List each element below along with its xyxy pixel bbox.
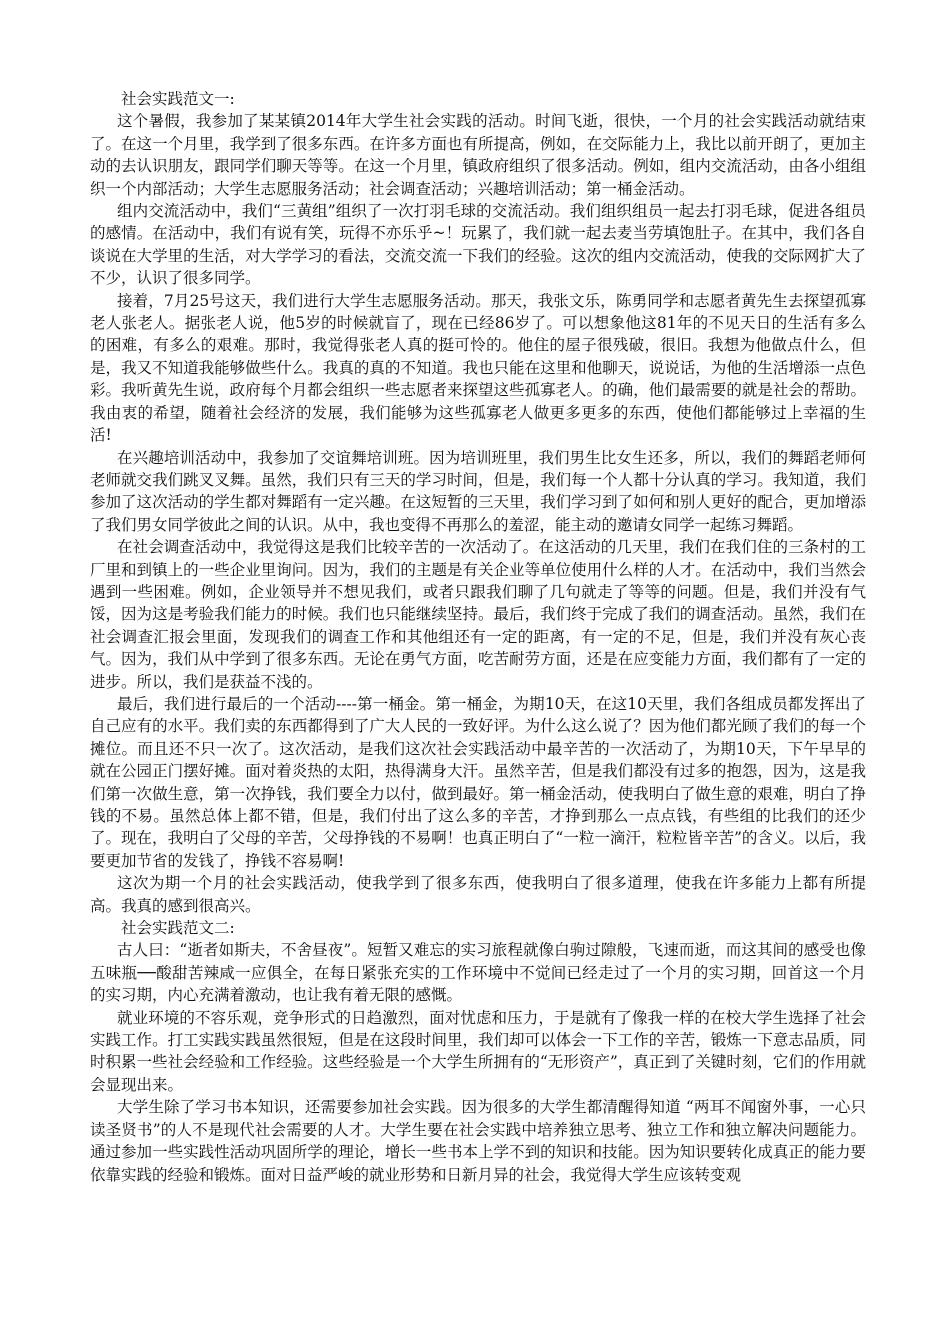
- document-body: [90, 88, 866, 1186]
- paragraph-2-3: 大学生除了学习书本知识，还需要参加社会实践。因为很多的大学生都清醒得知道 “两耳不闻窗外事，一心只读圣贤书”的人不是现代社会需要的人才。大学生要在社会实践中培养独立思考、独立工作和独立解决问题能力。通过参加一些实践性活动巩固所学的理论，增长一些书本上学不到的知识和技能。因为知识要转化成真正的能力要依靠实践的经验和锻炼。面对日益严峻的就业形势和日新月异的社会，我觉得大学生应该转变观: [90, 1098, 866, 1184]
- paragraph-1-2: 组内交流活动中，我们“三黄组”组织了一次打羽毛球的交流活动。我们组织组员一起去打羽毛球，促进各组员的感情。在活动中，我们有说有笑，玩得不亦乐乎~！玩累了，我们就一起去麦当劳填饱肚子。在其中，我们各自谈说在大学里的生活，对大学学习的看法，交流交流一下我们的经验。这次的组内交流活动，使我的交际网扩大了不少，认识了很多同学。: [90, 202, 866, 288]
- paragraph-1-6: 最后，我们进行最后的一个活动----第一桶金。第一桶金，为期10天，在这10天里，我们各组成员都发挥出了自己应有的水平。我们卖的东西都得到了广大人民的一致好评。为什么这么说了？因为他们都光顾了我们的每一个摊位。而且还不只一次了。这次活动，是我们这次社会实践活动中最辛苦的一次活动了，为期10天，下午早早的就在公园正门摆好摊。面对着炎热的太阳，热得满身大汗。虽然辛苦，但是我们都没有过多的抱怨，因为，这是我们第一次做生意，第一次挣钱，我们要全力以付，做到最好。第一桶金活动，使我明白了做生意的艰难，明白了挣钱的不易。虽然总体上都不错，但是，我们付出了这么多的辛苦，才挣到那么一点点钱，有些组的比我们的还少了。现在，我明白了父母的辛苦，父母挣钱的不易啊！也真正明白了“一粒一滴汗，粒粒皆辛苦”的含义。以后，我要更加节省的发钱了，挣钱不容易啊!: [90, 694, 866, 870]
- paragraph-1-5: 在社会调查活动中，我觉得这是我们比较辛苦的一次活动了。在这活动的几天里，我们在我们住的三条村的工厂里和到镇上的一些企业里询问。因为，我们的主题是有关企业等单位使用什么样的人才。在活动中，我们当然会遇到一些困难。例如，企业领导并不想见我们，或者只跟我们聊了几句就走了等等的问题。但是，我们并没有气馁，因为这是考验我们能力的时候。我们也只能继续坚持。最后，我们终于完成了我们的调查活动。虽然，我们在社会调查汇报会里面，发现我们的调查工作和其他组还有一定的距离，有一定的不足，但是，我们并没有灰心丧气。因为，我们从中学到了很多东西。无论在勇气方面，吃苦耐劳方面，还是在应变能力方面，我们都有了一定的进步。所以，我们是获益不浅的。: [90, 538, 866, 691]
- section-heading-1: 社会实践范文一:: [121, 90, 235, 108]
- paragraph-1-7: 这次为期一个月的社会实践活动，使我学到了很多东西，使我明白了很多道理，使我在许多能力上都有所提高。我真的感到很高兴。: [90, 874, 866, 915]
- paragraph-1-1: 这个暑假，我参加了某某镇2014年大学生社会实践的活动。时间飞逝，很快，一个月的社会实践活动就结束了。在这一个月里，我学到了很多东西。在许多方面也有所提高，例如，在交际能力上，我比以前开朗了，更加主动的去认识朋友，跟同学们聊天等等。在这一个月里，镇政府组织了很多活动。例如，组内交流活动，由各小组组织一个内部活动；大学生志愿服务活动；社会调查活动；兴趣培训活动；第一桶金活动。: [90, 112, 866, 198]
- paragraph-1-3: 接着，7月25号这天，我们进行大学生志愿服务活动。那天，我张文乐，陈勇同学和志愿者黄先生去探望孤寡老人张老人。据张老人说，他5岁的时候就盲了，现在已经86岁了。可以想象他这81年的不见天日的生活有多么的困难，有多么的艰难。那时，我觉得张老人真的挺可怜的。他住的屋子很残破，很旧。我想为他做点什么，但是，我又不知道我能够做些什么。我真的真的不知道。我也只能在这里和他聊天，说说话，为他的生活增添一点色彩。我听黄先生说，政府每个月都会组织一些志愿者来探望这些孤寡老人。的确，他们最需要的就是社会的帮助。我由衷的希望，随着社会经济的发展，我们能够为这些孤寡老人做更多更多的东西，使他们都能够过上幸福的生活!: [90, 291, 866, 445]
- paragraph-1-4: 在兴趣培训活动中，我参加了交谊舞培训班。因为培训班里，我们男生比女生还多，所以，我们的舞蹈老师何老师就交我们跳叉叉舞。虽然，我们只有三天的学习时间，但是，我们每一个人都十分认真的学习。我知道，我们参加了这次活动的学生都对舞蹈有一定兴趣。在这短暂的三天里，我们学习到了如何和别人更好的配合，更加增添了我们男女同学彼此之间的认识。从中，我也变得不再那么的羞涩，能主动的邀请女同学一起练习舞蹈。: [90, 448, 866, 534]
- section-heading-2: 社会实践范文二:: [121, 919, 235, 938]
- paragraph-2-1: 古人曰：“逝者如斯夫，不舍昼夜”。短暂又难忘的实习旅程就像白驹过隙般，飞速而逝，而这其间的感受也像五味瓶──酸甜苦辣咸一应俱全，在每日紧张充实的工作环境中不觉间已经走过了一个月的实习期，回首这一个月的实习期，内心充满着激动，也让我有着无限的感慨。: [90, 941, 866, 1005]
- paragraph-2-2: 就业环境的不容乐观，竞争形式的日趋激烈，面对忧虑和压力，于是就有了像我一样的在校大学生选择了社会实践工作。打工实践实践虽然很短，但是在这段时间里，我们却可以体会一下工作的辛苦，锻炼一下意志品质，同时积累一些社会经验和工作经验。这些经验是一个大学生所拥有的“无形资产”，真正到了关键时刻，它们的作用就会显现出来。: [90, 1008, 866, 1094]
